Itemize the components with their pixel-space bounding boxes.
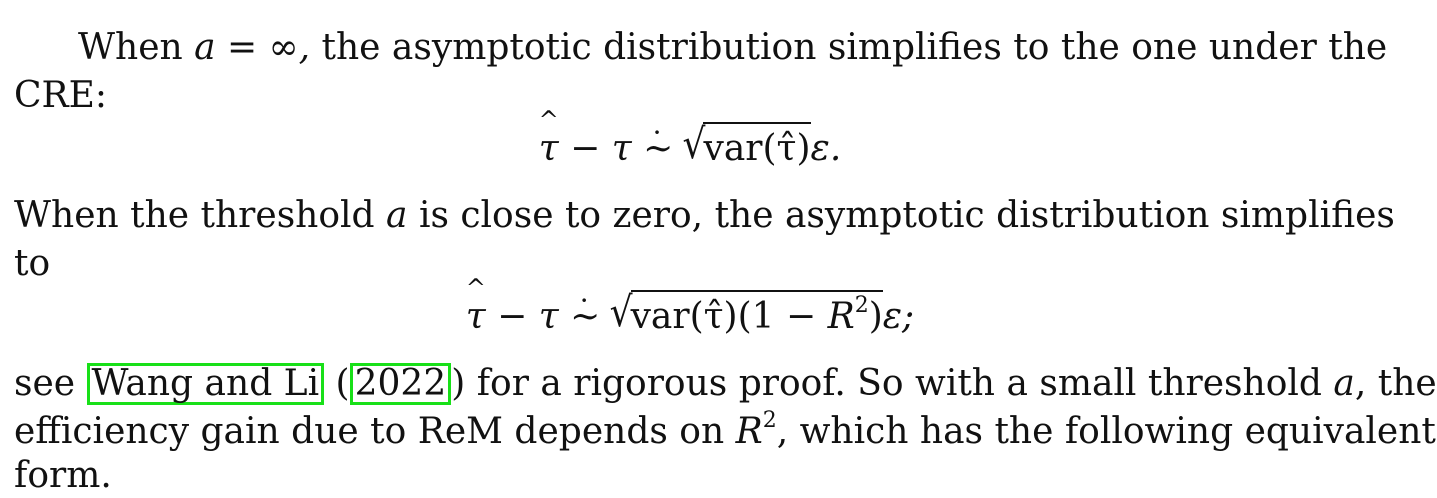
- para2-math-a: a: [386, 195, 408, 236]
- paragraph-3-line-1: [14, 362, 1437, 406]
- para2-text-pre: When the threshold: [14, 195, 387, 236]
- citation-year-link[interactable]: 2022: [350, 363, 452, 405]
- paragraph-1-line-2: CRE:: [14, 75, 108, 116]
- para3-math-R: R: [735, 411, 763, 452]
- equation-1: [0, 122, 1380, 172]
- para3-see: see: [14, 363, 87, 404]
- para3-line2-post: , which has the following equivalent: [776, 411, 1436, 452]
- citation-authors-link[interactable]: Wang and Li: [87, 363, 325, 405]
- eq2-asymptotic-sim: · ∼: [570, 294, 598, 340]
- paragraph-2-line-2: to: [14, 243, 51, 284]
- para3-close-text: ) for a rigorous proof. So with a small threshold: [451, 363, 1334, 404]
- paragraph-3-line-3: form.: [14, 455, 112, 496]
- para3-open-paren: (: [324, 363, 350, 404]
- paragraph-1-line-1: [78, 26, 1388, 70]
- eq2-radicand-R: R: [827, 296, 855, 337]
- para3-R-exponent: 2: [762, 408, 777, 433]
- para3-line2-pre: efficiency gain due to ReM depends on: [14, 411, 736, 452]
- eq1-asymptotic-sim: · ∼: [643, 126, 671, 172]
- para2-text-post: is close to zero, the asymptotic distribution simplifies: [407, 195, 1395, 236]
- eq2-minus: −: [485, 296, 539, 337]
- eq2-tau: τ: [538, 296, 559, 337]
- paragraph-2-line-1: [14, 194, 1395, 238]
- eq2-radicand-post: ): [868, 296, 883, 337]
- eq2-radicand-pre: var(τ̂)(1 −: [630, 296, 828, 337]
- eq2-sqrt: [610, 290, 883, 340]
- para1-text-pre: When: [78, 27, 195, 68]
- eq1-tau-hat: ^ τ: [539, 126, 559, 172]
- eq2-sqrt-sign: √: [609, 289, 633, 337]
- para3-end1: , the: [1354, 363, 1437, 404]
- eq2-radicand: [631, 290, 883, 340]
- equation-2: [0, 290, 1380, 340]
- eq1-minus: −: [558, 128, 612, 169]
- eq1-epsilon: ε.: [810, 128, 842, 169]
- eq1-sqrt: [683, 122, 811, 172]
- eq1-sqrt-sign: √: [682, 121, 706, 169]
- eq1-radicand: var(τ̂): [703, 122, 810, 172]
- para1-math-a-infinity: a = ∞,: [194, 27, 311, 68]
- eq1-tau: τ: [611, 128, 632, 169]
- paragraph-3-line-2: [14, 408, 1436, 454]
- eq2-epsilon: ε;: [882, 296, 915, 337]
- eq2-tau-hat: ^ τ: [466, 294, 486, 340]
- para3-math-a: a: [1333, 363, 1355, 404]
- para1-text-post: the asymptotic distribution simplifies to the one under the: [310, 27, 1388, 68]
- eq2-radicand-exponent: 2: [854, 293, 869, 318]
